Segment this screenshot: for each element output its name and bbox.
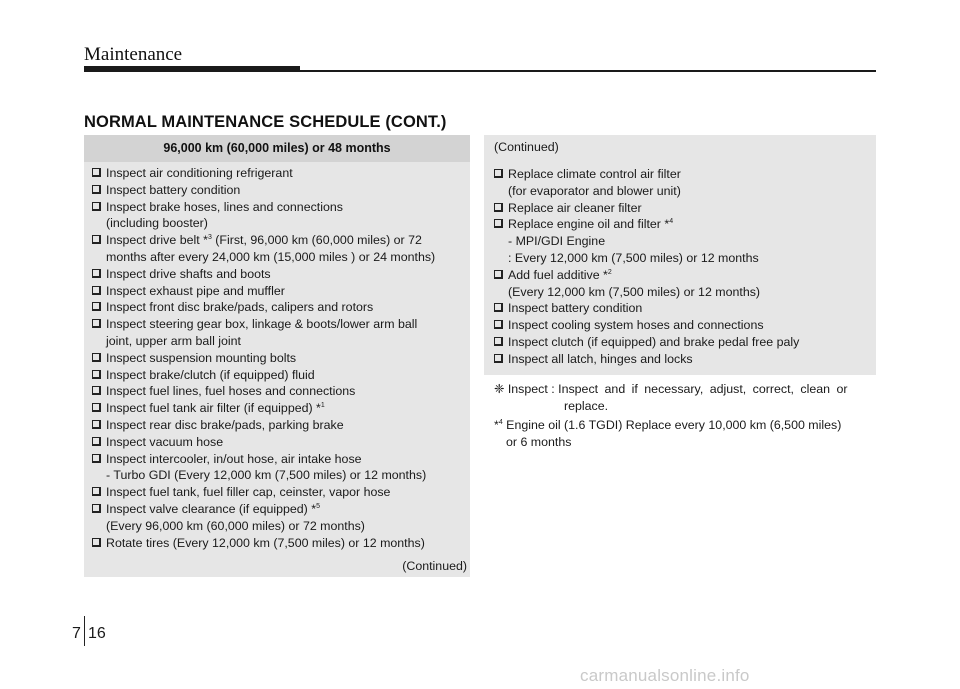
page-number-divider — [84, 616, 85, 646]
checklist-item — [92, 535, 466, 552]
checkbox-icon — [92, 286, 101, 295]
checklist-item — [92, 434, 466, 451]
checklist-item-text: Inspect brake/clutch (if equipped) fluid — [106, 367, 315, 382]
checkbox-icon — [92, 386, 101, 395]
checklist-item-continuation: (for evaporator and blower unit) — [508, 183, 681, 198]
checklist-item — [92, 367, 466, 384]
checkbox-icon — [494, 219, 503, 228]
continued-label: (Continued) — [402, 559, 467, 573]
header-rule-thin — [300, 70, 876, 72]
page-header-title: Maintenance — [84, 44, 183, 65]
checkbox-icon — [92, 487, 101, 496]
footnote-sup: 4 — [498, 419, 503, 426]
checkbox-icon — [92, 538, 101, 547]
footnote-4 — [494, 417, 876, 451]
header-rule-thick — [84, 66, 300, 72]
checklist-item — [494, 216, 872, 233]
footnote-ref: 2 — [607, 268, 612, 276]
checklist-item — [494, 200, 872, 217]
checklist-item-text: Inspect battery condition — [106, 182, 241, 197]
checkbox-icon — [494, 169, 503, 178]
footnote-ref: 4 — [669, 218, 674, 226]
left-panel-header: 96,000 km (60,000 miles) or 48 months — [84, 135, 470, 162]
checkbox-icon — [494, 303, 503, 312]
checklist-item-text: Inspect suspension mounting bolts — [106, 350, 297, 365]
footnote-ref: 5 — [316, 502, 320, 510]
checklist-item-text-after: (First, 96,000 km (60,000 miles) or 72 — [211, 233, 422, 248]
checklist-item — [494, 351, 872, 368]
checklist-item-continuation: : Every 12,000 km (7,500 miles) or 12 months — [508, 250, 759, 265]
inspect-text-cont: replace. — [564, 398, 609, 413]
inspect-note — [494, 381, 876, 415]
section-heading: NORMAL MAINTENANCE SCHEDULE (CONT.) — [84, 113, 447, 131]
checklist-item — [92, 182, 466, 199]
checkbox-icon — [92, 454, 101, 463]
watermark: carmanualsonline.info — [580, 666, 750, 685]
footnote-cont: or 6 months — [506, 434, 572, 449]
checklist-item — [92, 501, 466, 518]
checklist-item-text: Inspect front disc brake/pads, calipers and rotors — [106, 300, 374, 315]
chapter-number: 7 — [72, 625, 81, 642]
checklist-item-text: Replace air cleaner filter — [508, 200, 642, 215]
checklist-item-text: Inspect fuel lines, fuel hoses and connections — [106, 384, 356, 399]
checklist-item-text: Rotate tires (Every 12,000 km (7,500 miles) or 12 months) — [106, 535, 425, 550]
checklist-item — [92, 451, 466, 468]
checklist-item-text: Replace engine oil and filter * — [508, 217, 670, 232]
footnote-ref: 3 — [207, 234, 212, 242]
checklist-item-continuation: joint, upper arm ball joint — [106, 333, 241, 348]
checkbox-icon — [92, 202, 101, 211]
checklist-item-continuation: (including booster) — [106, 216, 208, 231]
checklist-item — [92, 266, 466, 283]
inspect-label: Inspect : — [507, 382, 555, 396]
checkbox-icon — [92, 437, 101, 446]
checklist-item — [494, 334, 872, 351]
checklist-item-text: Inspect fuel tank, fuel filler cap, ceinster, vapor hose — [106, 485, 391, 500]
checklist-item — [494, 300, 872, 317]
checkbox-icon — [494, 203, 503, 212]
checkbox-icon — [92, 185, 101, 194]
checklist-item-text: Inspect intercooler, in/out hose, air intake hose — [106, 451, 362, 466]
checkbox-icon — [92, 269, 101, 278]
checklist-item-text: Inspect battery condition — [508, 301, 643, 316]
inspect-symbol: ❈ — [494, 382, 505, 396]
checklist-item-continuation: - MPI/GDI Engine — [508, 234, 606, 249]
checklist-item — [92, 283, 466, 300]
checkbox-icon — [494, 270, 503, 279]
page-number: 16 — [88, 625, 106, 642]
checklist-item-text: Inspect vacuum hose — [106, 434, 224, 449]
checklist-item — [92, 299, 466, 316]
right-panel-header: (Continued) — [494, 140, 559, 154]
checkbox-icon — [92, 319, 101, 328]
right-schedule-panel — [484, 135, 876, 375]
checklist-item-text: Inspect steering gear box, linkage & boots/lower arm ball — [106, 317, 418, 332]
footnote-mark: * — [494, 418, 499, 432]
checklist-item — [92, 383, 466, 400]
checklist-item — [92, 400, 466, 417]
checkbox-icon — [92, 403, 101, 412]
checklist-item-text: Inspect valve clearance (if equipped) * — [106, 501, 317, 516]
checklist-item-continuation: - Turbo GDI (Every 12,000 km (7,500 miles) or 12 months) — [106, 468, 427, 483]
checklist-item — [494, 317, 872, 334]
checkbox-icon — [92, 420, 101, 429]
checklist-item — [494, 166, 872, 183]
checklist-item-text: Inspect fuel tank air filter (if equipped) * — [106, 401, 321, 416]
checklist-item-text: Inspect air conditioning refrigerant — [106, 166, 293, 180]
checklist-item — [92, 350, 466, 367]
checklist-item-text: Inspect clutch (if equipped) and brake pedal free paly — [508, 334, 800, 349]
checklist-item-text: Inspect drive belt * — [106, 233, 208, 248]
checkbox-icon — [92, 235, 101, 244]
checklist-item-continuation: (Every 12,000 km (7,500 miles) or 12 months) — [508, 284, 761, 299]
checklist-item — [92, 232, 466, 249]
checkbox-icon — [494, 354, 503, 363]
inspect-text: Inspect and if necessary, adjust, correct, clean or — [558, 382, 848, 396]
checklist-item — [92, 484, 466, 501]
checklist-item — [92, 316, 466, 333]
checkbox-icon — [92, 302, 101, 311]
checklist-item-text: Inspect exhaust pipe and muffler — [106, 283, 285, 298]
checkbox-icon — [92, 370, 101, 379]
checklist-item — [92, 199, 466, 216]
checklist-item-text: Inspect brake hoses, lines and connections — [106, 199, 343, 214]
checklist-item-text: Inspect drive shafts and boots — [106, 266, 271, 281]
footnote-text: Engine oil (1.6 TGDI) Replace every 10,000 km (6,500 miles) — [502, 418, 842, 432]
left-checklist — [84, 162, 470, 551]
checklist-item-text: Add fuel additive * — [508, 267, 608, 282]
footnote-ref: 1 — [320, 402, 325, 410]
checklist-item-text: Replace climate control air filter — [508, 167, 681, 181]
checklist-item — [92, 165, 466, 182]
checklist-item-continuation: (Every 96,000 km (60,000 miles) or 72 months) — [106, 518, 365, 533]
checkbox-icon — [494, 337, 503, 346]
checklist-item-continuation: months after every 24,000 km (15,000 miles ) or 24 months) — [106, 249, 436, 264]
checklist-item-text: Inspect rear disc brake/pads, parking brake — [106, 417, 344, 432]
checkbox-icon — [92, 168, 101, 177]
checklist-item-text: Inspect cooling system hoses and connections — [508, 318, 764, 333]
checklist-item — [494, 267, 872, 284]
left-schedule-panel — [84, 135, 470, 577]
checkbox-icon — [92, 504, 101, 513]
checklist-item-text: Inspect all latch, hinges and locks — [508, 351, 693, 366]
right-checklist — [484, 160, 876, 368]
checkbox-icon — [494, 320, 503, 329]
checkbox-icon — [92, 353, 101, 362]
checklist-item — [92, 417, 466, 434]
